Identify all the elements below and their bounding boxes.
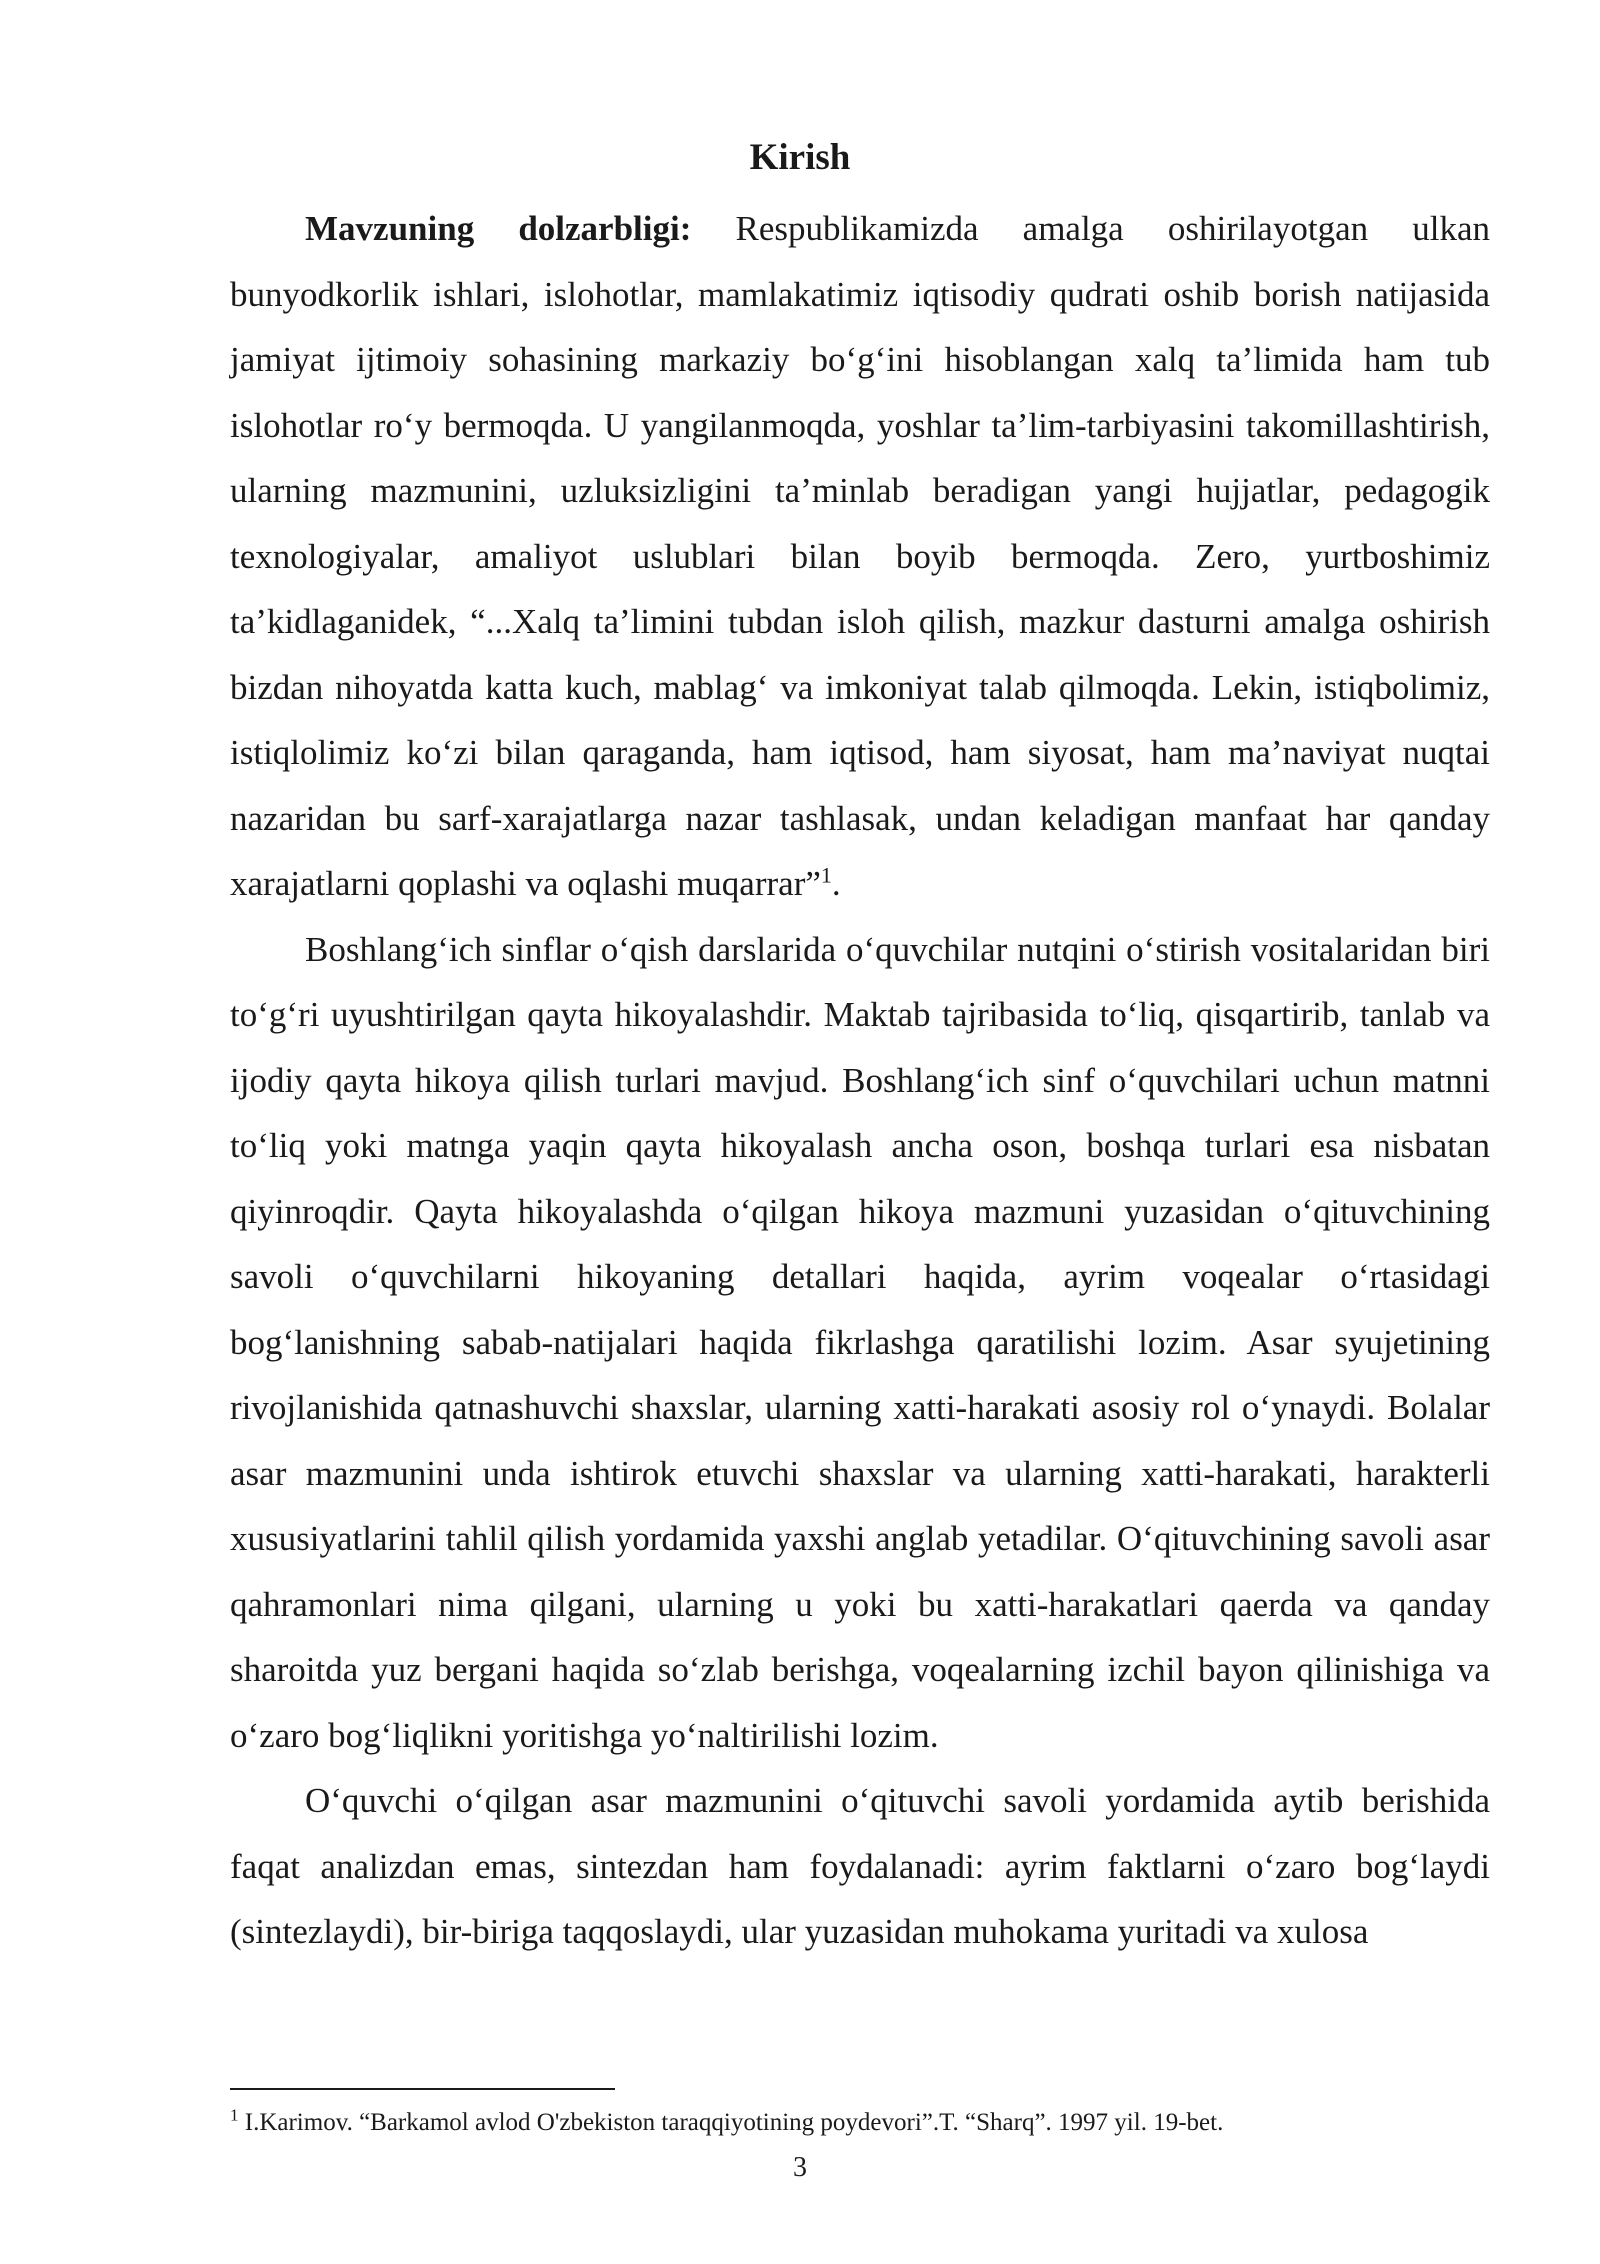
footnote-marker: 1 bbox=[230, 2105, 239, 2125]
section-heading: Kirish bbox=[749, 137, 851, 178]
paragraph-analysis: O‘quvchi o‘qilgan asar mazmunini o‘qituvchi savoli yordamida aytib berishida faqat analizdan emas, sintezdan ham foydalanadi: ayrim faktlarni o‘zaro bog‘laydi (sintezlaydi), bir-biriga taqqoslaydi, ular yuzasidan muhokama yuritadi va xulosa bbox=[230, 1781, 1490, 1951]
body-text bbox=[230, 196, 1490, 1965]
footnote bbox=[230, 2106, 1490, 2140]
page-number: 3 bbox=[793, 2152, 807, 2183]
relevance-tail: . bbox=[831, 864, 841, 903]
relevance-text: Respublikamizda amalga oshirilayotgan ulkan bunyodkorlik ishlari, islohotlar, mamlakatimiz iqtisodiy qudrati oshib borish natijasida jamiyat ijtimoiy sohasining markaziy bo‘g‘ini hisoblangan xalq ta’limida ham tub islohotlar ro‘y bermoqda. U yangilanmoqda, yoshlar ta’lim-tarbiyasini takomillashtirish, ularning mazmunini, uzluksizligini ta’minlab beradigan yangi hujjatlar, pedagogik texnologiyalar, amaliyot uslublari bilan boyib bermoqda. Zero, yurtboshimiz ta’kidlaganidek, “...Xalq ta’limini tubdan isloh qilish, mazkur dasturni amalga oshirish bizdan nihoyatda katta kuch, mablag‘ va imkoniyat talab qilmoqda. Lekin, istiqbolimiz, istiqlolimiz ko‘zi bilan qaraganda, ham iqtisod, ham siyosat, ham ma’naviyat nuqtai nazaridan bu sarf-xarajatlarga nazar tashlasak, undan keladigan manfaat har qanday xarajatlarni qoplashi va oqlashi muqarrar” bbox=[230, 209, 1490, 903]
footnote-text: I.Karimov. “Barkamol avlod O'zbekiston taraqqiyotining poydevori”.T. “Sharq”. 1997 yil. 19-bet. bbox=[238, 2109, 1224, 2136]
footnote-divider bbox=[230, 2088, 615, 2090]
paragraph-retelling: Boshlang‘ich sinflar o‘qish darslarida o‘quvchilar nutqini o‘stirish vositalaridan biri to‘g‘ri uyushtirilgan qayta hikoyalashdir. Maktab tajribasida to‘liq, qisqartirib, tanlab va ijodiy qayta hikoya qilish turlari mavjud. Boshlang‘ich sinf o‘quvchilari uchun matnni to‘liq yoki matnga yaqin qayta hikoyalash ancha oson, boshqa turlari esa nisbatan qiyinroqdir. Qayta hikoyalashda o‘qilgan hikoya mazmuni yuzasidan o‘qituvchining savoli o‘quvchilarni hikoyaning detallari haqida, ayrim voqealar o‘rtasidagi bog‘lanishning sabab-natijalari haqida fikrlashga qaratilishi lozim. Asar syujetining rivojlanishida qatnashuvchi shaxslar, ularning xatti-harakati asosiy rol o‘ynaydi. Bolalar asar mazmunini unda ishtirok etuvchi shaxslar va ularning xatti-harakati, harakterli xususiyatlarini tahlil qilish yordamida yaxshi anglab yetadilar. O‘qituvchining savoli asar qahramonlari nima qilgani, ularning u yoki bu xatti-harakatlari qaerda va qanday sharoitda yuz bergani haqida so‘zlab berishga, voqealarning izchil bayon qilinishiga va o‘zaro bog‘liqlikni yoritishga yo‘naltirilishi lozim. bbox=[230, 929, 1490, 1755]
paragraph-relevance bbox=[230, 196, 1490, 917]
footnote-reference[interactable]: 1 bbox=[820, 862, 832, 888]
relevance-lead: Mavzuning dolzarbligi: bbox=[305, 209, 692, 248]
